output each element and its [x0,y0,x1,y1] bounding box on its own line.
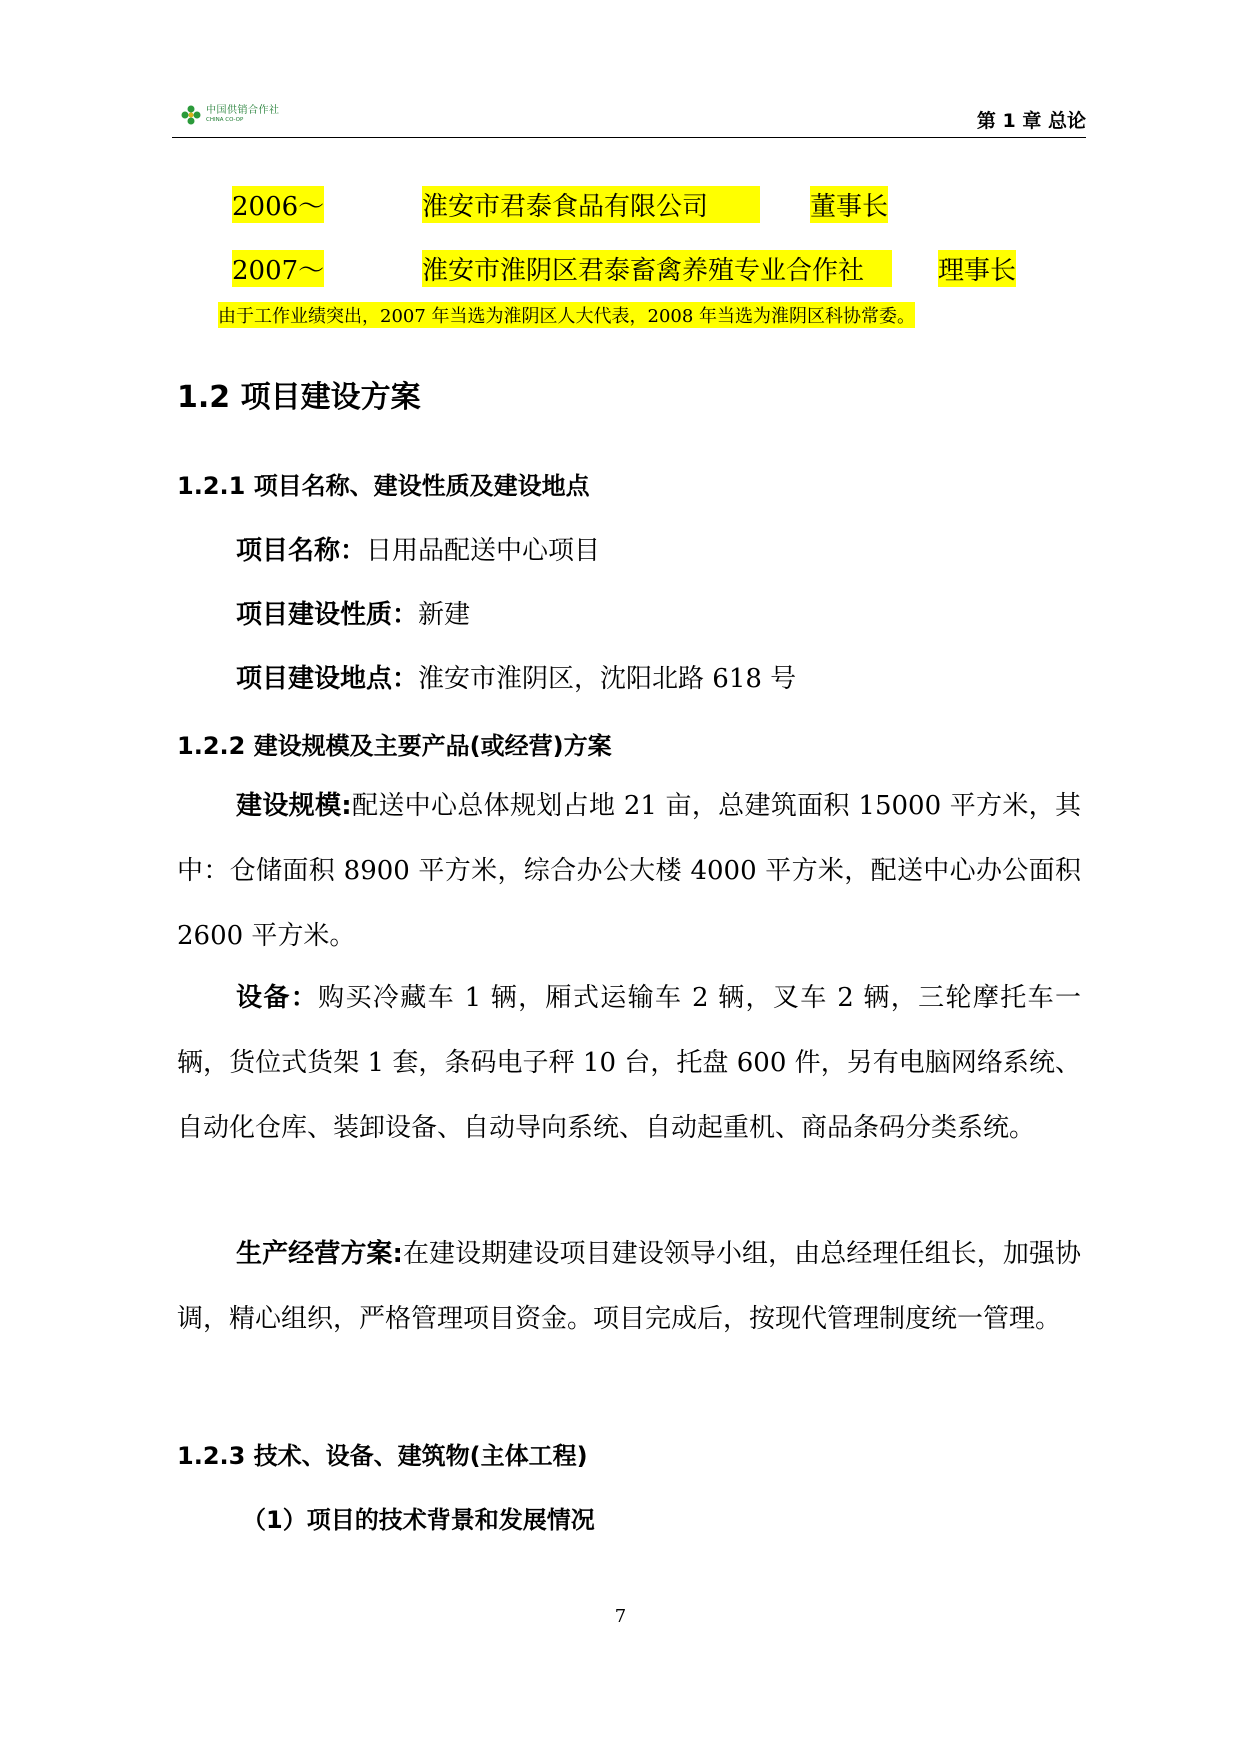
logo-english-text: CHINA CO-OP [206,117,244,124]
field-label: 项目建设性质： [236,600,419,630]
career-year: 2006～ [232,186,324,223]
career-org: 淮安市淮阴区君泰畜禽养殖专业合作社 [422,250,892,287]
equipment-paragraph [177,966,1081,1161]
paragraph-label: 建设规模: [236,791,352,821]
logo-chinese-text: 中国供销合作社 [206,105,280,117]
career-role: 董事长 [810,186,888,223]
paragraph-text: 在建设期建设项目建设领导小组，由总经理任组长，加强协调，精心组织，严格管理项目资金。项目完成后，按现代管理制度统一管理。 [177,1239,1081,1334]
chapter-title: 第 1 章 总论 [976,110,1086,132]
paragraph-label: 生产经营方案: [236,1239,403,1269]
construction-scale-paragraph [177,774,1081,969]
project-location-field [236,658,796,695]
paragraph-text: 购买冷藏车 1 辆，厢式运输车 2 辆，叉车 2 辆，三轮摩托车一辆，货位式货架 1 套，条码电子秤 10 台，托盘 600 件，另有电脑网络系统、自动化仓库、装卸设备、自动导向系统、自动起重机、商品条码分类系统。 [177,983,1081,1143]
subsection-1-2-1-title: 1.2.1 项目名称、建设性质及建设地点 [177,472,590,500]
paragraph-text: 配送中心总体规划占地 21 亩，总建筑面积 15000 平方米，其中：仓储面积 8900 平方米，综合办公大楼 4000 平方米，配送中心办公面积 2600 平方米。 [177,791,1081,951]
subsection-1-2-3-title: 1.2.3 技术、设备、建筑物(主体工程) [177,1442,588,1470]
field-value: 日用品配送中心项目 [366,536,601,566]
project-name-field [236,530,600,567]
subsection-1-2-2-title: 1.2.2 建设规模及主要产品(或经营)方案 [177,732,612,760]
career-role: 理事长 [938,250,1016,287]
item-1-title: （1）项目的技术背景和发展情况 [242,1506,595,1534]
career-org: 淮安市君泰食品有限公司 [422,186,760,223]
coop-logo [180,104,280,126]
field-label: 项目名称： [236,536,367,566]
field-value: 新建 [418,600,471,630]
operation-plan-paragraph [177,1222,1081,1352]
field-value: 淮安市淮阴区，沈阳北路 618 号 [418,664,797,694]
achievement-note: 由于工作业绩突出，2007 年当选为淮阴区人大代表，2008 年当选为淮阴区科协常委。 [218,302,915,328]
page-number: 7 [614,1606,627,1627]
career-year: 2007～ [232,250,324,287]
section-title: 1.2 项目建设方案 [177,380,421,415]
paragraph-label: 设备： [236,983,319,1013]
field-label: 项目建设地点： [236,664,419,694]
project-nature-field [236,594,470,631]
header-divider [172,137,1086,138]
page-header [172,96,1086,138]
coop-logo-icon [180,104,202,126]
